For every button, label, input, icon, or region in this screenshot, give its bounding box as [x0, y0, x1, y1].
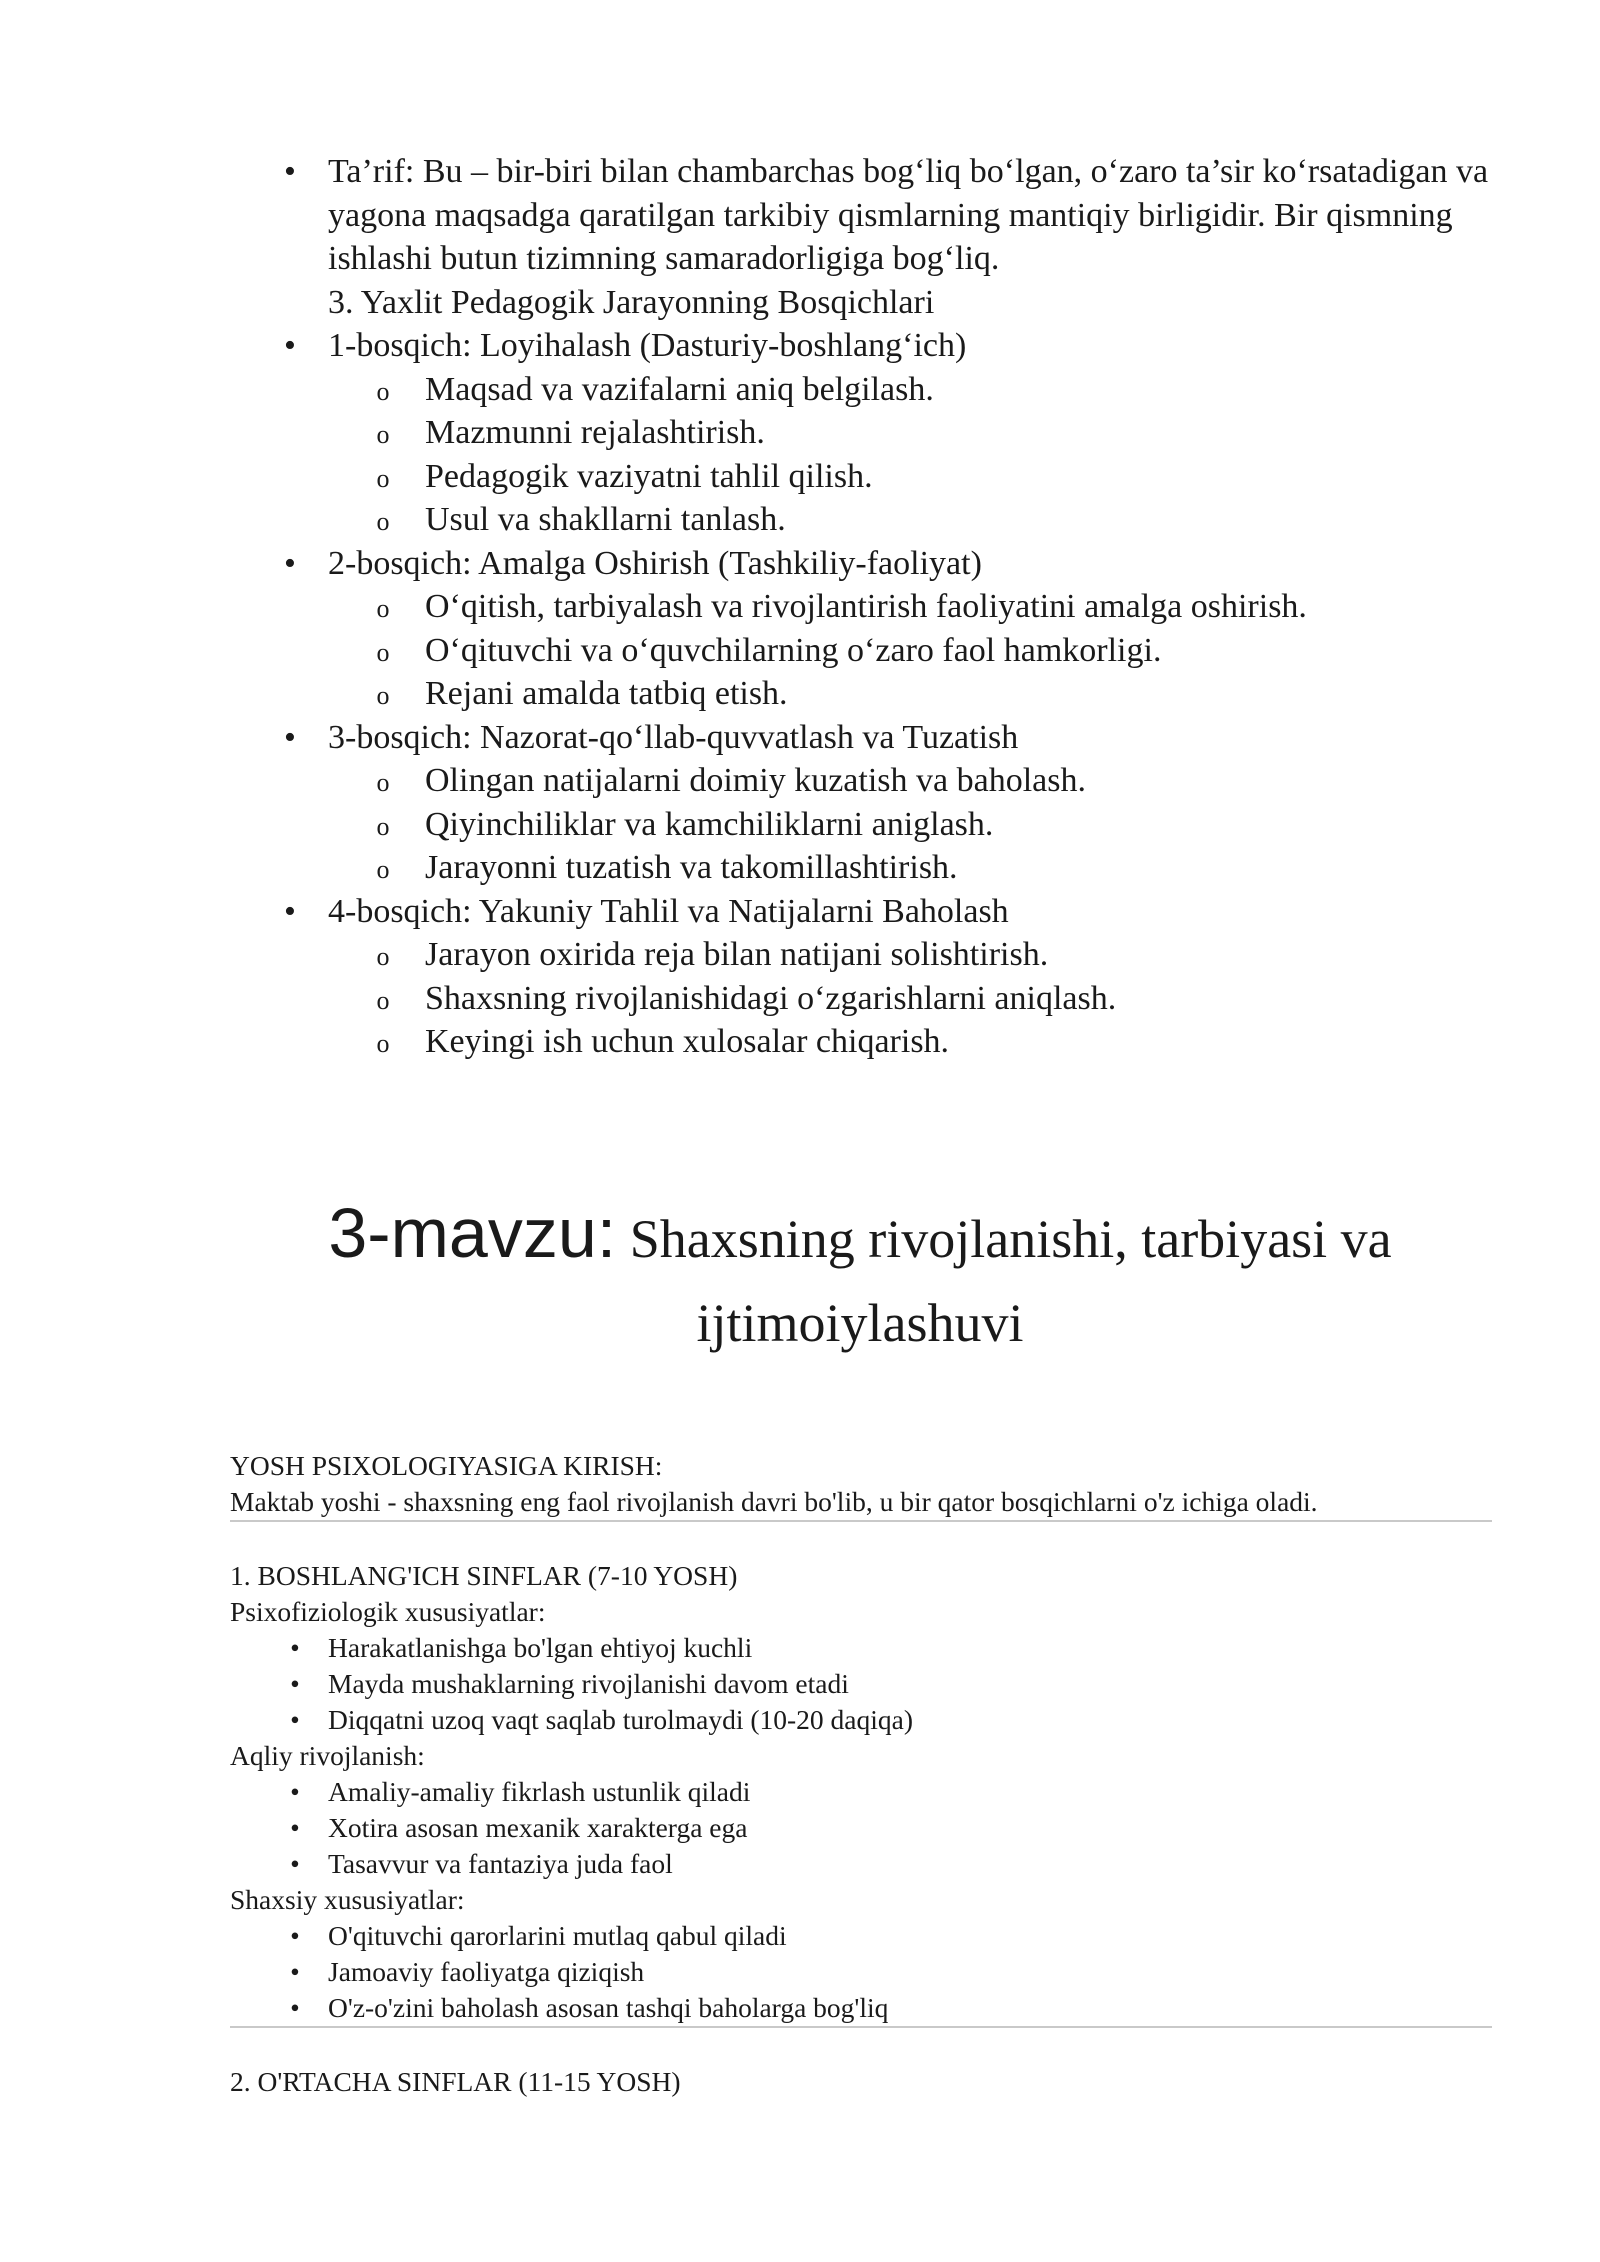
stage-subitem [280, 672, 1520, 716]
stage-subitem-text: O‘qituvchi va o‘quvchilarning o‘zaro faol hamkorligi. [425, 631, 1162, 669]
intro-heading: YOSH PSIXOLOGIYASIGA KIRISH: [230, 1450, 663, 1481]
outline-section [280, 150, 1520, 1064]
circle-bullet-icon: o [376, 376, 390, 406]
list-item-text: Diqqatni uzoq vaqt saqlab turolmaydi (10-20 daqiqa) [328, 1704, 913, 1735]
bullet-icon: • [290, 1956, 300, 1987]
list-item-text: Harakatlanishga bo'lgan ehtiyoj kuchli [328, 1632, 753, 1663]
topic-title-line-2 [230, 1288, 1490, 1372]
definition-item [280, 150, 1520, 281]
stage-subitem-text: Keyingi ish uchun xulosalar chiqarish. [425, 1023, 950, 1060]
circle-bullet-icon: o [376, 507, 390, 536]
circle-bullet-icon: o [376, 420, 390, 449]
list-item-text: Jamoaviy faoliyatga qiziqish [328, 1956, 645, 1987]
topic-title-part-2: ijtimoiylashuvi [696, 1293, 1024, 1353]
bullet-icon: • [284, 153, 296, 190]
stage-subitem-text: Mazmunni rejalashtirish. [425, 414, 765, 451]
topic-heading [230, 1194, 1490, 1372]
bullet-icon: • [290, 1848, 300, 1879]
section1-groups [230, 1594, 1492, 2026]
group-list [230, 1918, 1492, 2026]
topic-title-part-1: Shaxsning rivojlanishi, tarbiyasi va [616, 1209, 1392, 1269]
stage-item [280, 716, 1520, 760]
list-item-text: Tasavvur va fantaziya juda faol [328, 1848, 673, 1879]
bullet-icon: • [284, 718, 296, 756]
stage-title: 2-bosqich: Amalga Oshirish (Tashkiliy-faoliyat) [328, 544, 982, 582]
stage-subitem [280, 498, 1520, 542]
circle-bullet-icon: o [376, 681, 390, 710]
section1-heading: 1. BOSHLANG'ICH SINFLAR (7-10 YOSH) [230, 1560, 738, 1591]
list-item-text: Amaliy-amaliy fikrlash ustunlik qiladi [328, 1776, 751, 1807]
bullet-icon: • [290, 1776, 300, 1807]
list-item [230, 1630, 1492, 1666]
group-label: Aqliy rivojlanish: [230, 1740, 425, 1771]
stage-item [280, 890, 1520, 934]
topic-number: 3-mavzu: [328, 1194, 617, 1272]
bullet-icon: • [290, 1632, 300, 1663]
circle-bullet-icon: o [376, 1029, 390, 1058]
list-item [230, 1846, 1492, 1882]
stage-subitem [280, 933, 1520, 977]
definition-text: Ta’rif: Bu – bir-biri bilan chambarchas bog‘liq bo‘lgan, o‘zaro ta’sir ko‘rsatadigan va yagona maqsadga qaratilgan tarkibiy qismlarning mantiqiy birligidir. Bir qismning ishlashi butun tizimning samaradorligiga bog‘liq. [328, 153, 1489, 277]
stage-subitem [280, 846, 1520, 890]
group-label: Psixofiziologik xususiyatlar: [230, 1596, 546, 1627]
stage-subitem-text: Pedagogik vaziyatni tahlil qilish. [425, 457, 873, 495]
stages-list [280, 324, 1520, 1064]
list-item-text: Xotira asosan mexanik xarakterga ega [328, 1812, 748, 1843]
bullet-icon: • [290, 1812, 300, 1843]
outline-list [280, 150, 1520, 324]
stage-subitem-text: Jarayon oxirida reja bilan natijani solishtirish. [425, 936, 1049, 973]
circle-bullet-icon: o [376, 637, 390, 667]
stage-subitem [280, 411, 1520, 455]
stage-subitem-text: Jarayonni tuzatish va takomillashtirish. [425, 849, 958, 886]
bullet-icon: • [290, 1920, 300, 1951]
group-list [230, 1774, 1492, 1882]
bullet-icon: • [284, 892, 296, 930]
stage-subitem [280, 368, 1520, 412]
stage-subitem [280, 1020, 1520, 1064]
stage-title: 3-bosqich: Nazorat-qo‘llab-quvvatlash va Tuzatish [328, 718, 1019, 756]
stage-title: 1-bosqich: Loyihalash (Dasturiy-boshlang‘ich) [328, 327, 967, 364]
circle-bullet-icon: o [376, 463, 390, 493]
bullet-icon: • [290, 1992, 300, 2023]
spacer [230, 1522, 1492, 1558]
list-item [230, 1774, 1492, 1810]
stage-subitem-text: Usul va shakllarni tanlash. [425, 501, 786, 538]
stage-subitem [280, 455, 1520, 499]
list-item-text: Mayda mushaklarning rivojlanishi davom etadi [328, 1668, 849, 1699]
section-heading: 3. Yaxlit Pedagogik Jarayonning Bosqichlari [328, 283, 935, 321]
stage-subitem-text: Qiyinchiliklar va kamchiliklarni aniglash. [425, 805, 994, 843]
stage-item [280, 324, 1520, 368]
stage-subitem-text: Olingan natijalarni doimiy kuzatish va baholash. [425, 762, 1086, 799]
list-item [230, 1990, 1492, 2026]
list-item [230, 1666, 1492, 1702]
circle-bullet-icon: o [376, 855, 390, 884]
bullet-icon: • [284, 327, 296, 364]
intro-text: Maktab yoshi - shaxsning eng faol rivojlanish davri bo'lib, u bir qator bosqichlarni o'z ichiga oladi. [230, 1486, 1318, 1517]
stage-subitem [280, 977, 1520, 1021]
stage-subitem [280, 759, 1520, 803]
circle-bullet-icon: o [376, 768, 390, 797]
stage-subitem-text: Rejani amalda tatbiq etish. [425, 675, 788, 712]
bullet-icon: • [290, 1668, 300, 1699]
stage-subitem [280, 629, 1520, 673]
list-item [230, 1810, 1492, 1846]
stage-subitem [280, 585, 1520, 629]
section2-heading: 2. O'RTACHA SINFLAR (11-15 YOSH) [230, 2066, 681, 2097]
age-psychology-section [230, 1448, 1492, 2100]
circle-bullet-icon: o [376, 942, 390, 971]
group-list [230, 1630, 1492, 1738]
stage-title: 4-bosqich: Yakuniy Tahlil va Natijalarni Baholash [328, 892, 1009, 930]
stage-subitem-text: O‘qitish, tarbiyalash va rivojlantirish faoliyatini amalga oshirish. [425, 588, 1307, 625]
bullet-icon: • [290, 1704, 300, 1735]
bullet-icon: • [284, 544, 296, 582]
list-item [230, 1918, 1492, 1954]
circle-bullet-icon: o [376, 811, 390, 841]
circle-bullet-icon: o [376, 594, 390, 623]
list-item-text: O'z-o'zini baholash asosan tashqi baholarga bog'liq [328, 1992, 889, 2023]
stage-subitem-text: Shaxsning rivojlanishidagi o‘zgarishlarni aniqlash. [425, 979, 1117, 1017]
list-item [230, 1954, 1492, 1990]
topic-title-line-1 [230, 1194, 1490, 1288]
stage-subitem [280, 803, 1520, 847]
group-label: Shaxsiy xususiyatlar: [230, 1884, 465, 1915]
stage-item [280, 542, 1520, 586]
stage-subitem-text: Maqsad va vazifalarni aniq belgilash. [425, 370, 934, 408]
list-item [230, 1702, 1492, 1738]
circle-bullet-icon: o [376, 985, 390, 1015]
list-item-text: O'qituvchi qarorlarini mutlaq qabul qiladi [328, 1920, 787, 1951]
spacer [230, 2028, 1492, 2064]
